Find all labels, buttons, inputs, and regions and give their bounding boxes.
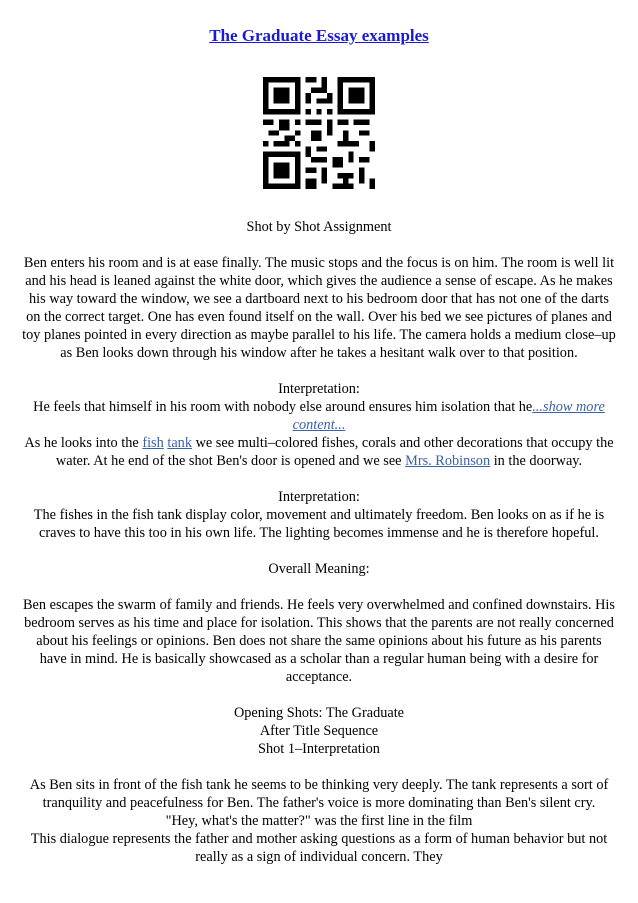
paragraph: This dialogue represents the father and mother asking questions as a form of human behavior but not really as a sign of individual concern. They <box>30 831 608 865</box>
title-link[interactable]: The Graduate Essay examples <box>209 26 429 45</box>
interpretation-label: Interpretation: <box>278 489 360 505</box>
fish-link[interactable]: fish <box>142 435 164 451</box>
tank-link[interactable]: tank <box>167 435 192 451</box>
opening-line-2: After Title Sequence <box>259 723 379 739</box>
show-more-link[interactable]: ...show more content... <box>292 399 605 433</box>
interpretation-label: Interpretation: <box>278 381 360 397</box>
quote-line: "Hey, what's the matter?" was the first line in the film <box>165 813 473 829</box>
opening-line-1: Opening Shots: The Graduate <box>233 705 405 721</box>
qr-code-image <box>263 77 375 189</box>
paragraph: Ben enters his room and is at ease finally. The music stops and the focus is on him. The room is well lit and his head is leaned against the white door, which gives the audience a sense of escape. As he makes his way toward the window, we see a dartboard next to his bedroom door that has not one of the darts on the correct target. One has even found itself on the wall. Over his bed we see pictures of planes and toy planes pointed in every direction as maybe parallel to his life. The camera holds a medium close–up as Ben looks down through his window after he takes a hesitant walk over to that position. <box>22 255 616 361</box>
essay-content <box>0 218 638 866</box>
section-heading: Shot by Shot Assignment <box>246 219 392 235</box>
mrs-robinson-link[interactable]: Mrs. Robinson <box>405 453 491 469</box>
paragraph: As Ben sits in front of the fish tank he seems to be thinking very deeply. The tank represents a sort of tranquility and peacefulness for Ben. The father's voice is more dominating than Ben's silent cry. <box>29 777 609 811</box>
opening-line-3: Shot 1–Interpretation <box>258 741 380 757</box>
paragraph-text: He feels that himself in his room with nobody else around ensures him isolation that he <box>33 399 533 415</box>
page-title <box>0 0 638 46</box>
overall-meaning-label: Overall Meaning: <box>268 561 370 577</box>
paragraph <box>22 398 616 434</box>
paragraph: Ben escapes the swarm of family and friends. He feels very overwhelmed and confined downstairs. His bedroom serves as his time and place for isolation. This shows that the parents are not really concerned about his feelings or opinions. Ben does not share the same opinions about his future as his parents have in mind. He is basically showcased as a scholar than a regular human being with a desire for acceptance. <box>23 597 615 685</box>
paragraph: The fishes in the fish tank display color, movement and ultimately freedom. Ben looks on as if he is craves to have this too in his own life. The lighting becomes immense and he is therefore hopeful. <box>33 507 605 541</box>
paragraph: As he looks into the fish tank we see multi–colored fishes, corals and other decorations that occupy the water. At he end of the shot Ben's door is opened and we see Mrs. Robinson in the doorway. <box>24 435 614 469</box>
